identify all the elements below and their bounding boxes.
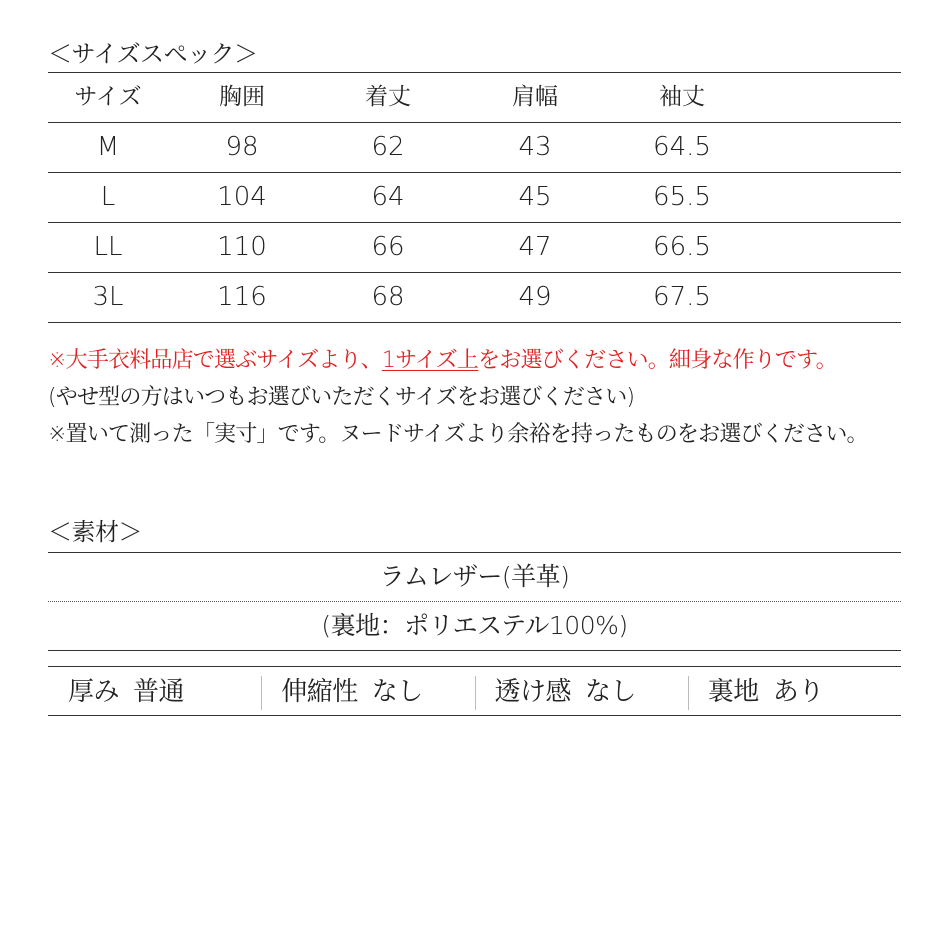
- cell-size: M: [96, 132, 120, 162]
- attribute-thickness: [48, 667, 261, 715]
- cell-sleeve: 65.5: [653, 182, 711, 212]
- header-sleeve: 袖丈: [659, 84, 705, 110]
- cell-sleeve: 64.5: [653, 132, 711, 162]
- attribute-value: なし: [371, 677, 423, 707]
- attribute-label: 厚み: [68, 677, 120, 707]
- fit-warning-prefix: ※大手衣料品店で選ぶサイズより、: [48, 348, 382, 373]
- measurement-note: ※置いて測った「実寸」です。ヌードサイズより余裕を持ったものをお選びください。: [48, 422, 868, 447]
- attribute-sheerness: [475, 667, 688, 715]
- attribute-value: 普通: [133, 677, 185, 707]
- cell-sleeve: 66.5: [653, 232, 711, 262]
- attribute-label: 透け感: [494, 677, 572, 707]
- cell-length: 64: [371, 182, 405, 212]
- attribute-label: 伸縮性: [281, 677, 358, 707]
- cell-sleeve: 67.5: [653, 282, 711, 312]
- cell-size: L: [100, 182, 116, 212]
- material-table: [48, 552, 901, 651]
- cell-length: 62: [371, 132, 405, 162]
- cell-chest: 116: [217, 282, 267, 312]
- cell-shoulder: 43: [518, 132, 552, 162]
- header-shoulder: 肩幅: [512, 84, 558, 110]
- attribute-value: なし: [585, 677, 637, 707]
- cell-chest: 110: [217, 232, 267, 262]
- size-spec-title: ＜サイズスペック＞: [48, 40, 258, 68]
- slim-note: (やせ型の方はいつもお選びいただくサイズをお選びください): [48, 385, 635, 410]
- material-title: ＜素材＞: [48, 518, 142, 546]
- material-lining: (裏地：ポリエステル100%): [48, 601, 901, 651]
- table-row: [48, 172, 901, 222]
- cell-chest: 104: [217, 182, 267, 212]
- fit-warning-suffix: をお選びください。細身な作りです。: [478, 348, 837, 373]
- size-spec-table: [48, 72, 901, 323]
- cell-shoulder: 47: [518, 232, 552, 262]
- size-notes: [48, 342, 928, 453]
- header-chest: 胸囲: [219, 84, 265, 110]
- header-length: 着丈: [365, 84, 411, 110]
- table-row: [48, 122, 901, 172]
- attribute-label: 裏地: [707, 677, 759, 707]
- cell-size: LL: [93, 232, 123, 262]
- table-row: [48, 272, 901, 323]
- cell-shoulder: 49: [518, 282, 552, 312]
- cell-chest: 98: [225, 132, 259, 162]
- cell-length: 66: [371, 232, 405, 262]
- cell-size: 3L: [92, 282, 124, 312]
- cell-length: 68: [371, 282, 405, 312]
- fit-warning: [48, 342, 928, 379]
- attribute-value: あり: [772, 677, 824, 707]
- attribute-stretch: [261, 667, 474, 715]
- fit-warning-emphasis: 1サイズ上: [381, 348, 479, 373]
- attribute-lining: [688, 667, 901, 715]
- fabric-attributes: [48, 666, 901, 716]
- material-main: ラムレザー(羊革): [48, 552, 901, 601]
- table-row: [48, 222, 901, 272]
- table-header-row: [48, 72, 901, 122]
- cell-shoulder: 45: [518, 182, 552, 212]
- header-size: サイズ: [74, 84, 142, 110]
